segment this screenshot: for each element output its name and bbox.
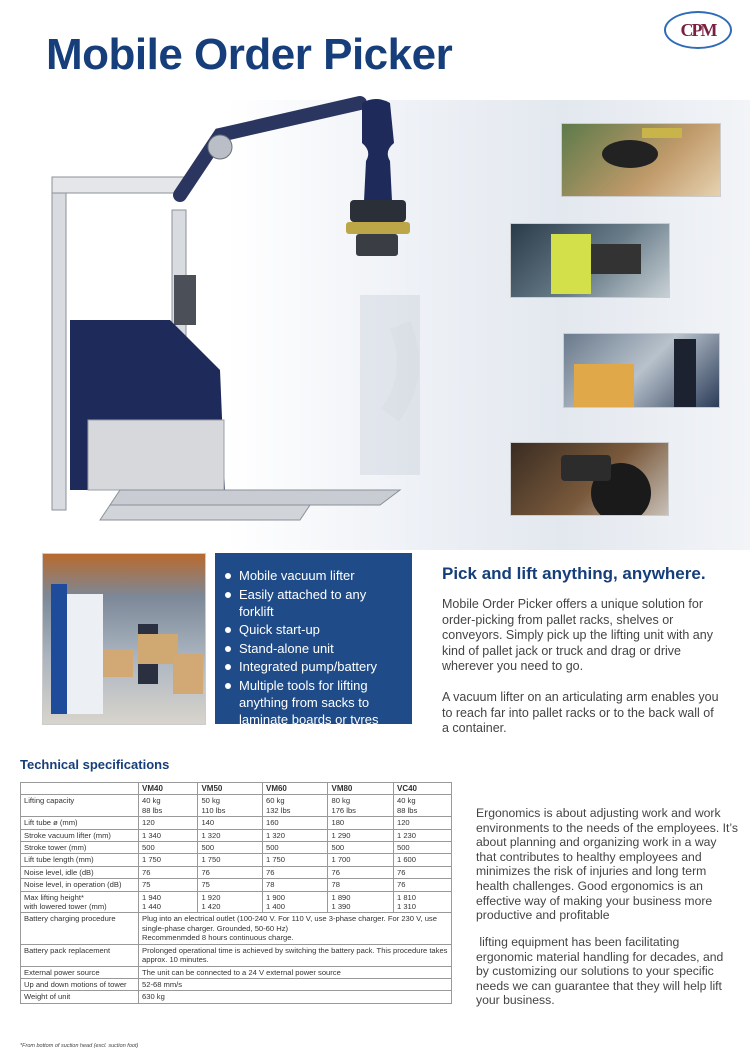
specs-cell: 1 750 (262, 854, 328, 866)
fork-upper (110, 490, 400, 505)
specs-cell: The unit can be connected to a 24 V external power source (139, 966, 452, 978)
specs-cell: 180 (328, 817, 394, 829)
logo-text: CPM (680, 20, 716, 40)
suction-foot (356, 234, 398, 256)
ergonomics-paragraph-2: lifting equipment has been facilitating ergonomic material handling for decades, and by customizing our solutions to your specific needs we can guarantee that they will help lift your business. (476, 935, 727, 1008)
photo-gripping-tyre (510, 442, 669, 516)
warehouse-scene-icon (43, 554, 205, 724)
worker-icon (511, 224, 669, 297)
features-box (215, 553, 412, 727)
photo-picking-sacks (561, 123, 721, 197)
specs-cell: 160 (262, 817, 328, 829)
specs-cell: 1 750 (198, 854, 263, 866)
specs-cell: 1 320 (262, 829, 328, 841)
specs-cell: 1 290 (328, 829, 394, 841)
specs-cell: 76 (328, 866, 394, 878)
specs-cell: Prolonged operational time is achieved by switching the battery pack. This procedure takes approx. 10 minutes. (139, 944, 452, 966)
specs-footnote: *From bottom of suction head (excl. suction foot) (20, 1043, 139, 1049)
specs-cell: 78 (262, 879, 328, 891)
intro-heading: Pick and lift anything, anywhere. (442, 564, 706, 583)
feature-item: Stand-alone unit (239, 640, 404, 657)
specs-cell: 75 (139, 879, 198, 891)
specs-cell: Battery pack replacement (21, 944, 139, 966)
feature-item: Easily attached to any forklift (239, 586, 404, 620)
specs-cell: 76 (198, 866, 263, 878)
specs-cell: 1 600 (393, 854, 451, 866)
specs-cell: 60 kg 132 lbs (262, 795, 328, 817)
specs-cell: 1 320 (198, 829, 263, 841)
mobile-order-picker-illustration (30, 85, 430, 525)
tyre-icon (511, 443, 668, 515)
control-box (174, 275, 196, 325)
specs-cell: 140 (198, 817, 263, 829)
specs-cell: Lift tube ø (mm) (21, 817, 139, 829)
specs-body (21, 795, 452, 1003)
ergonomics-paragraph-1: Ergonomics is about adjusting work and work environments to the needs of the employees. It’s about planning and organizing work in a way that contributes to healthy employees and minimizes the risk of injuries and long term health challenges. Good ergonomics is an effective way of making your business more productive and profitable (476, 806, 738, 923)
specs-cell: 1 750 (139, 854, 198, 866)
table-row (21, 991, 452, 1003)
table-row (21, 866, 452, 878)
specs-cell: 630 kg (139, 991, 452, 1003)
specs-cell: 76 (393, 879, 451, 891)
specs-cell: 1 810 1 310 (393, 891, 451, 913)
table-row (21, 978, 452, 990)
tower-top-beam (52, 177, 186, 193)
specs-cell: 75 (198, 879, 263, 891)
person-icon (564, 334, 719, 407)
base-front-panel (88, 420, 224, 490)
specs-table (20, 782, 452, 1004)
specs-cell: Stroke vacuum lifter (mm) (21, 829, 139, 841)
specs-cell: 1 890 1 390 (328, 891, 394, 913)
specs-heading: Technical specifications (20, 757, 170, 772)
photo-warehouse-operator (42, 553, 206, 725)
specs-cell: 76 (139, 866, 198, 878)
specs-cell: Noise level, idle (dB) (21, 866, 139, 878)
table-row (21, 891, 452, 913)
table-row (21, 944, 452, 966)
articulating-arm (180, 103, 360, 195)
specs-cell: Lift tube length (mm) (21, 854, 139, 866)
specs-cell: 1 340 (139, 829, 198, 841)
photo-worker-lifting (510, 223, 670, 298)
specs-cell: Up and down motions of tower (21, 978, 139, 990)
specs-cell: 500 (262, 842, 328, 854)
specs-cell: 500 (139, 842, 198, 854)
specs-header-vm40: VM40 (139, 783, 198, 795)
specs-cell: 50 kg 110 lbs (198, 795, 263, 817)
suction-cup-icon (562, 124, 720, 196)
table-row (21, 854, 452, 866)
table-row (21, 842, 452, 854)
fork-lower (100, 505, 310, 520)
specs-cell: 500 (393, 842, 451, 854)
specs-cell: 500 (328, 842, 394, 854)
table-row (21, 829, 452, 841)
specs-cell: Plug into an electrical outlet (100-240 V. For 110 V, use 3-phase charger. For 230 V, use single-phase charger. Grounded, 50-60 Hz) Recommenmded 8 hours continuous charge. (139, 913, 452, 944)
photo-lifter-in-warehouse (563, 333, 720, 408)
feature-item: Multiple tools for lifting anything from sacks to laminate boards or tyres (239, 677, 404, 728)
specs-cell: Max lifting height* with lowered tower (mm) (21, 891, 139, 913)
intro-paragraph-1: Mobile Order Picker offers a unique solution for order-picking from pallet racks, shelves or conveyors. Simply pick up the lifting unit with any kind of pallet jack or truck and drag or drive wherever you need to go. (442, 597, 713, 673)
table-row (21, 913, 452, 944)
vacuum-head (350, 200, 406, 222)
page-title: Mobile Order Picker (46, 30, 453, 79)
specs-cell: External power source (21, 966, 139, 978)
intro-paragraph-2: A vacuum lifter on an articulating arm enables you to reach far into pallet racks or to the back wall of a container. (442, 690, 719, 735)
specs-cell: 76 (393, 866, 451, 878)
feature-list (215, 553, 412, 728)
specs-header-vm50: VM50 (198, 783, 263, 795)
specs-cell: 40 kg 88 lbs (393, 795, 451, 817)
lift-tube (362, 99, 394, 206)
gripper-handles (346, 222, 410, 234)
specs-cell: Noise level, in operation (dB) (21, 879, 139, 891)
table-row (21, 879, 452, 891)
company-logo (664, 11, 732, 49)
specs-cell: Stroke tower (mm) (21, 842, 139, 854)
specs-header-vm80: VM80 (328, 783, 394, 795)
specs-cell: 120 (139, 817, 198, 829)
specs-cell: 1 940 1 440 (139, 891, 198, 913)
specs-header-row (21, 783, 452, 795)
specs-cell: Battery charging procedure (21, 913, 139, 944)
table-row (21, 966, 452, 978)
feature-item: Integrated pump/battery (239, 658, 404, 675)
table-row (21, 817, 452, 829)
background-machine-ghost (360, 295, 420, 475)
specs-cell: 1 900 1 400 (262, 891, 328, 913)
specs-cell: 1 700 (328, 854, 394, 866)
specs-cell: Weight of unit (21, 991, 139, 1003)
specs-cell: 76 (262, 866, 328, 878)
specs-cell: 78 (328, 879, 394, 891)
table-row (21, 795, 452, 817)
specs-header-vm60: VM60 (262, 783, 328, 795)
specs-cell: 120 (393, 817, 451, 829)
specs-header-blank (21, 783, 139, 795)
specs-cell: Lifting capacity (21, 795, 139, 817)
specs-cell: 500 (198, 842, 263, 854)
specs-cell: 1 920 1 420 (198, 891, 263, 913)
arm-joint (208, 135, 232, 159)
feature-item: Quick start-up (239, 621, 404, 638)
specs-cell: 40 kg 88 lbs (139, 795, 198, 817)
specs-cell: 1 230 (393, 829, 451, 841)
specs-cell: 80 kg 176 lbs (328, 795, 394, 817)
specs-header-vc40: VC40 (393, 783, 451, 795)
tower-left (52, 180, 66, 510)
feature-item: Mobile vacuum lifter (239, 567, 404, 584)
specs-cell: 52-68 mm/s (139, 978, 452, 990)
